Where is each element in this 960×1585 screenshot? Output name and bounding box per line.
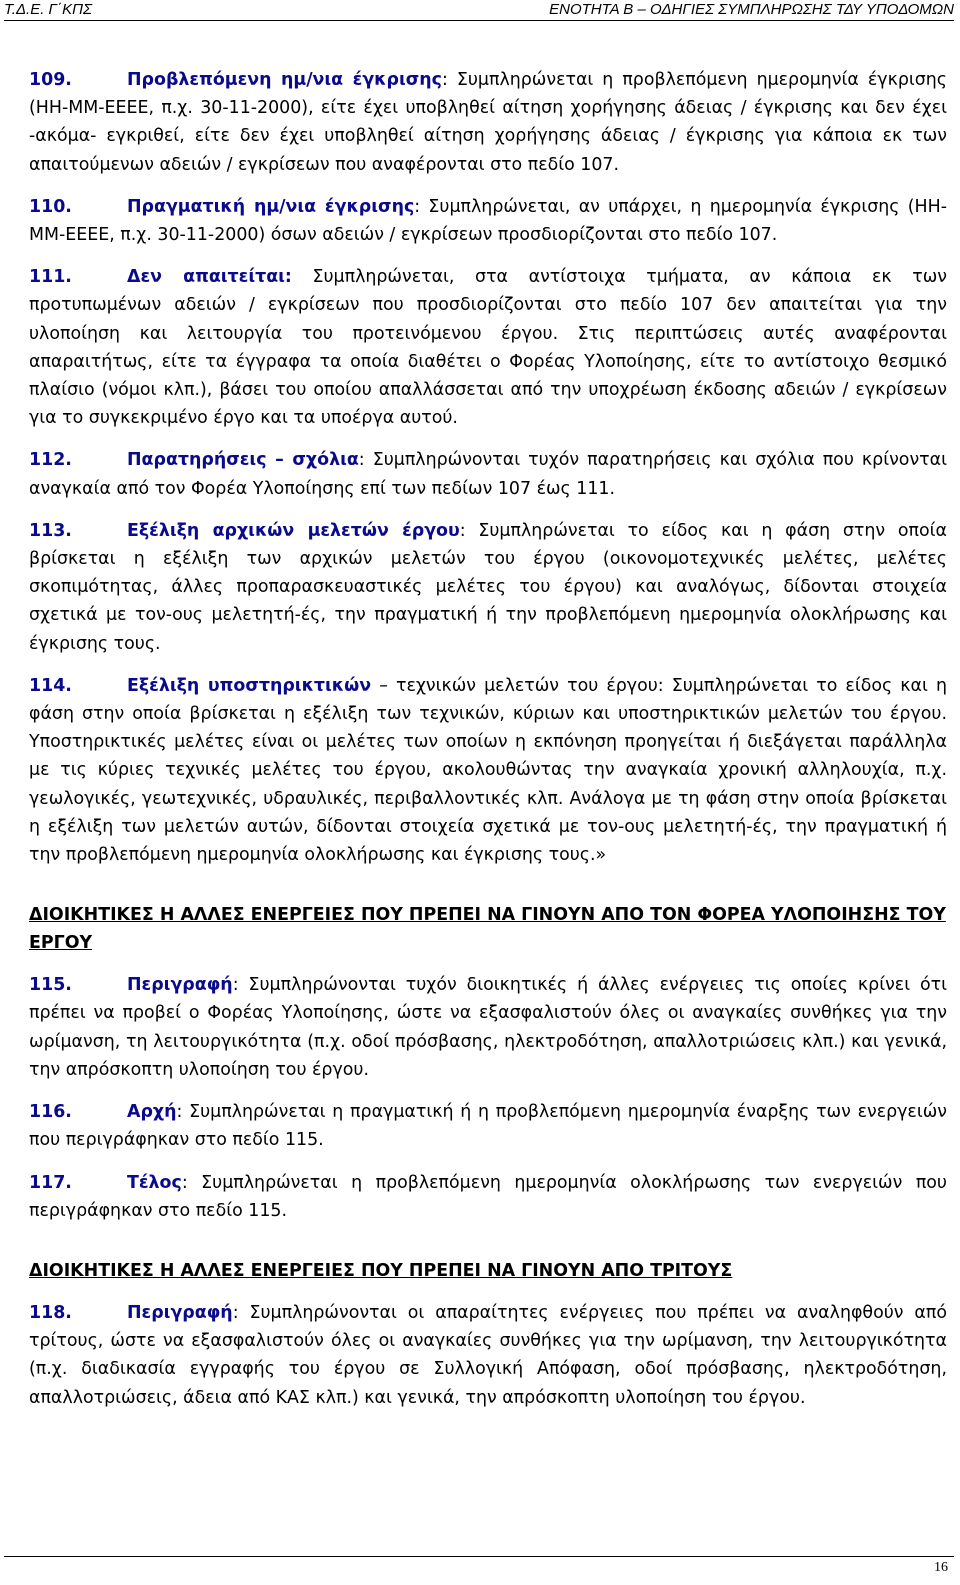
item-number: 111. xyxy=(29,267,72,288)
field-item-116 xyxy=(29,1098,947,1154)
item-text: Συμπληρώνεται η προβλεπόμενη ημερομηνία ολοκλήρωσης των ενεργειών που περιγράφηκαν στο πεδίο 115. xyxy=(29,1172,947,1221)
item-title: Εξέλιξη αρχικών μελετών έργου xyxy=(127,520,460,541)
item-text: Συμπληρώνεται το είδος και η φάση στην οποία βρίσκεται η εξέλιξη των αρχικών μελετών του έργου (οικονομοτεχνικές μελέτες, μελέτες σκοπιμότητας, άλλες προπαρασκευαστικές μελέτες του έργου) και αναλόγως, δίδονται στοιχεία σχετικά με τον-ους μελετητή-ές, την πραγματική ή την προβλεπόμενη ημερομηνία ολοκλήρωσης και έγκρισης τους. xyxy=(29,520,947,654)
section-heading-project-body: ΔΙΟΙΚΗΤΙΚΕΣ Η ΑΛΛΕΣ ΕΝΕΡΓΕΙΕΣ ΠΟΥ ΠΡΕΠΕΙ ΝΑ ΓΙΝΟΥΝ ΑΠΟ ΤΟΝ ΦΟΡΕΑ ΥΛΟΠΟΙΗΣΗΣ ΤΟΥ ΕΡΓΟΥ xyxy=(29,905,946,954)
field-item-117 xyxy=(29,1169,947,1225)
footer-rule xyxy=(4,1556,954,1557)
item-title: Αρχή xyxy=(127,1102,177,1123)
field-item-110 xyxy=(29,193,947,249)
item-sep: : xyxy=(181,1172,188,1193)
section-heading-third-parties: ΔΙΟΙΚΗΤΙΚΕΣ Η ΑΛΛΕΣ ΕΝΕΡΓΕΙΕΣ ΠΟΥ ΠΡΕΠΕΙ ΝΑ ΓΙΝΟΥΝ ΑΠΟ ΤΡΙΤΟΥΣ xyxy=(29,1260,733,1281)
item-number: 117. xyxy=(29,1172,72,1193)
item-sep: : xyxy=(442,70,448,90)
item-text: Συμπληρώνονται οι απαραίτητες ενέργειες που πρέπει να αναληφθούν από τρίτους, ώστε να εξασφαλιστούν όλες οι αναγκαίες συνθήκες για την ωρίμανση, την λειτουργικότητα (π.χ. διαδικασία εγγραφής του έργου σε Συλλογική Απόφαση, οδοί πρόσβασης, ηλεκτροδότηση, απαλλοτριώσεις, άδεια από ΚΑΣ κλπ.) και γενικά, την απρόσκοπτη υλοποίηση του έργου. xyxy=(29,1302,947,1408)
header-left: Τ.Δ.Ε. Γ΄ΚΠΣ xyxy=(4,1,92,18)
field-item-118 xyxy=(29,1299,947,1412)
item-number: 116. xyxy=(29,1102,72,1123)
field-item-112 xyxy=(29,446,947,502)
field-item-111 xyxy=(29,263,947,432)
field-item-115 xyxy=(29,971,947,1084)
item-number: 112. xyxy=(29,450,72,471)
item-title: Πραγματική ημ/νια έγκρισης xyxy=(127,196,415,217)
item-number: 113. xyxy=(29,520,72,541)
document-body xyxy=(29,66,947,1426)
header-right: ΕΝΟΤΗΤΑ Β – ΟΔΗΓΙΕΣ ΣΥΜΠΛΗΡΩΣΗΣ ΤΔΥ ΥΠΟΔΟΜΩΝ xyxy=(549,1,954,18)
item-text: Συμπληρώνεται, αν υπάρχει, η ημερομηνία έγκρισης (ΗΗ-ΜΜ-ΕΕΕΕ, π.χ. 30-11-2000) όσων αδειών / εγκρίσεων προσδιορίζονται στο πεδίο 107. xyxy=(29,196,947,246)
item-title: Περιγραφή xyxy=(127,975,233,996)
field-item-113 xyxy=(29,517,947,658)
page-number: 16 xyxy=(934,1560,948,1575)
item-title: Περιγραφή xyxy=(127,1302,233,1323)
item-sep: : xyxy=(232,1302,239,1323)
item-text: Συμπληρώνεται, στα αντίστοιχα τμήματα, αν κάποια εκ των προτυπωμένων αδειών / εγκρίσεων που προσδιορίζονται στο πεδίο 107 δεν απαιτείται για την υλοποίηση και λειτουργία του προτεινόμενου έργου. Στις περιπτώσεις αυτές αναφέρονται απαραιτήτως, είτε τα έγγραφα τα οποία διαθέτει ο Φορέας Υλοποίησης, είτε το αντίστοιχο θεσμικό πλαίσιο (νόμοι κλπ.), βάσει του οποίου απαλλάσσεται από την υποχρέωση έκδοσης αδειών / εγκρίσεων για το συγκεκριμένο έργο και τα υποέργα αυτού. xyxy=(29,267,947,429)
item-number: 110. xyxy=(29,196,72,217)
item-title: Προβλεπόμενη ημ/νια έγκρισης xyxy=(127,70,442,90)
item-number: 118. xyxy=(29,1302,72,1323)
item-sep: : xyxy=(358,450,365,471)
item-sep: : xyxy=(459,520,466,541)
item-text: Συμπληρώνεται η προβλεπόμενη ημερομηνία έγκρισης (ΗΗ-ΜΜ-ΕΕΕΕ, π.χ. 30-11-2000), είτε έχει υποβληθεί αίτηση χορήγησης άδειας / έγκρισης και δεν έχει -ακόμα- εγκριθεί, είτε δεν έχει υποβληθεί αίτηση χορήγησης άδειας / έγκρισης για κάποια εκ των απαιτούμενων αδειών / εγκρίσεων που αναφέρονται στο πεδίο 107. xyxy=(29,70,948,175)
item-title: Εξέλιξη υποστηρικτικών xyxy=(127,675,372,696)
item-text: Συμπληρώνονται τυχόν διοικητικές ή άλλες ενέργειες τις οποίες κρίνει ότι πρέπει να προβεί ο Φορέας Υλοποίησης, ώστε να εξασφαλιστούν όλες οι αναγκαίες συνθήκες για την ωρίμανση, τη λειτουργικότητα (π.χ. οδοί πρόσβασης, ηλεκτροδότηση, απαλλοτριώσεις κλπ.) και γενικά, την απρόσκοπτη υλοποίηση του έργου. xyxy=(29,975,947,1080)
item-text: Συμπληρώνονται τυχόν παρατηρήσεις και σχόλια που κρίνονται αναγκαία από τον Φορέα Υλοποίησης επί των πεδίων 107 έως 111. xyxy=(29,450,947,499)
item-number: 109. xyxy=(29,70,72,90)
item-number: 114. xyxy=(29,675,72,696)
item-number: 115. xyxy=(29,975,72,996)
item-sep: : xyxy=(414,196,421,217)
item-sep: : xyxy=(176,1102,183,1123)
item-text: – τεχνικών μελετών του έργου: Συμπληρώνεται το είδος και η φάση στην οποία βρίσκεται η εξέλιξη των τεχνικών, κύριων και υποστηρικτικών μελετών του έργου. Υποστηρικτικές μελέτες είναι οι μελέτες των οποίων η εκπόνηση προηγείται ή διεξάγεται παράλληλα με τις κύριες τεχνικές μελέτες του έργου, ακολουθώντας την αναγκαία χρονική αλληλουχία, π.χ. γεωλογικές, γεωτεχνικές, υδραυλικές, περιβαλλοντικές κλπ. Ανάλογα με τη φάση στην οποία βρίσκεται η εξέλιξη των μελετών αυτών, δίδονται στοιχεία σχετικά με τον-ους μελετητή-ές, την πραγματική ή την προβλεπόμενη ημερομηνία ολοκλήρωσης και έγκρισης τους.» xyxy=(29,675,947,866)
page-header xyxy=(4,0,954,21)
item-title: Τέλος xyxy=(127,1172,182,1193)
item-sep: : xyxy=(232,975,239,996)
item-title: Παρατηρήσεις – σχόλια xyxy=(127,450,359,471)
item-text: Συμπληρώνεται η πραγματική ή η προβλεπόμενη ημερομηνία έναρξης των ενεργειών που περιγράφηκαν στο πεδίο 115. xyxy=(29,1102,947,1151)
item-title: Δεν απαιτείται: xyxy=(127,267,292,288)
field-item-109 xyxy=(29,66,947,179)
field-item-114 xyxy=(29,672,947,869)
